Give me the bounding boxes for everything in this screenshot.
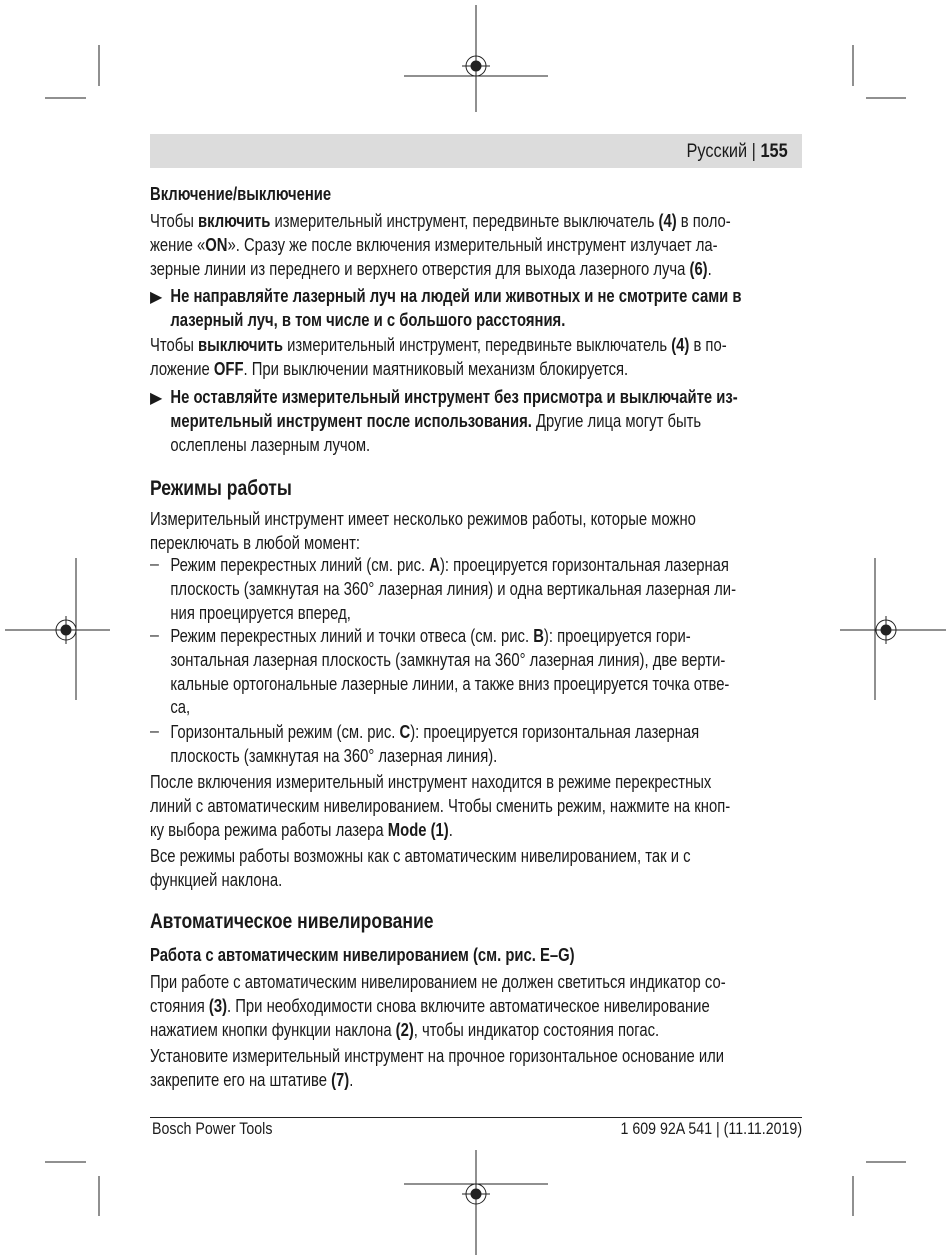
paragraph	[150, 508, 910, 556]
text: кальные ортогональные лазерные линии, а также вниз проецируется точка отве-	[170, 673, 730, 694]
text-line	[150, 1019, 769, 1043]
text: Режим перекрестных линий (см. рис.	[170, 555, 430, 575]
bold-text: OFF	[213, 358, 244, 379]
text: ложение	[150, 358, 214, 379]
text: плоскость (замкнутая на 360° лазерная линия) и одна вертикальная лазерная ли-	[170, 578, 737, 599]
bold-text: (3)	[208, 995, 228, 1016]
text: закрепите его на штативе	[150, 1069, 332, 1090]
dash-bullet-icon: –	[150, 556, 159, 573]
text: . При выключении маятниковый механизм блокируется.	[243, 358, 629, 379]
text: ния проецируется вперед,	[170, 602, 351, 623]
bold-text: мерительный инструмент после использования.	[170, 410, 532, 431]
header-language: Русский	[686, 141, 748, 162]
text-line	[150, 1069, 769, 1093]
text: функцией наклона.	[150, 869, 283, 890]
text-line	[150, 554, 769, 578]
text-line	[150, 944, 769, 968]
text-line	[150, 475, 769, 501]
text: ): проецируется гори-	[543, 626, 691, 646]
text: ». Сразу же после включения измерительный инструмент излучает ла-	[227, 234, 718, 255]
text: линий с автоматическим нивелированием. Чтобы сменить режим, нажмите на кноп-	[150, 795, 731, 816]
bold-text: C	[399, 722, 411, 742]
text-line	[150, 721, 769, 745]
bold-text: включить	[198, 211, 271, 231]
text: При работе с автоматическим нивелированием не должен светиться индикатор со-	[150, 972, 726, 992]
text-line	[150, 210, 769, 234]
text: Горизонтальный режим (см. рис.	[170, 722, 400, 742]
text-line	[150, 309, 769, 333]
subsection-heading	[150, 944, 910, 968]
bold-text: Не направляйте лазерный луч на людей или животных и не смотрите сами в	[170, 286, 742, 306]
paragraph	[150, 1045, 910, 1093]
text-line	[150, 625, 769, 649]
text: .	[707, 258, 712, 279]
bold-text: лазерный луч, в том числе и с большого расстояния.	[170, 309, 566, 330]
paragraph	[150, 845, 910, 893]
text-line	[150, 434, 769, 458]
text-line	[150, 819, 769, 843]
footer-separator: |	[715, 1120, 720, 1138]
text: стояния	[150, 995, 209, 1016]
page-number: 155	[760, 141, 788, 162]
text: ): проецируется горизонтальная лазерная	[410, 722, 700, 742]
text-line	[150, 795, 769, 819]
text: .	[448, 819, 453, 840]
text: , чтобы индикатор состояния погас.	[413, 1019, 660, 1040]
bold-text: Включение/выключение	[150, 184, 332, 204]
text-line	[150, 334, 769, 358]
section-heading	[150, 475, 910, 501]
text-line	[150, 410, 769, 434]
text-line	[150, 649, 769, 673]
text-line	[150, 386, 769, 410]
paragraph	[150, 334, 910, 382]
text: .	[349, 1069, 354, 1090]
text: Режим перекрестных линий и точки отвеса (см. рис.	[170, 626, 534, 646]
bold-text: Mode (1)	[387, 819, 449, 840]
text-line	[150, 258, 769, 282]
text: плоскость (замкнутая на 360° лазерная линия).	[170, 745, 498, 766]
bold-text: Не оставляйте измерительный инструмент без присмотра и выключайте из-	[170, 387, 738, 407]
bold-text: Автоматическое нивелирование	[150, 909, 434, 933]
text: зонтальная лазерная плоскость (замкнутая на 360° лазерная линия), две верти-	[170, 649, 726, 670]
list-item	[150, 386, 910, 457]
list-item	[150, 554, 910, 625]
text-line	[150, 183, 769, 207]
text-line	[150, 745, 769, 769]
list-item	[150, 285, 910, 333]
text: жение «	[150, 234, 206, 255]
bold-text: (6)	[689, 258, 708, 279]
text-line	[150, 869, 769, 893]
text: Другие лица могут быть	[531, 410, 702, 431]
paragraph	[150, 971, 910, 1042]
bold-text: выключить	[198, 335, 283, 355]
bold-text: (2)	[395, 1019, 414, 1040]
text: ку выбора режима работы лазера	[150, 819, 388, 840]
text-line	[150, 771, 769, 795]
footer-doc-number: 1 609 92A 541	[620, 1120, 713, 1138]
text-line	[150, 995, 769, 1019]
warning-triangle-icon: ▶	[150, 289, 163, 306]
text-line	[150, 358, 769, 382]
text-line	[150, 845, 769, 869]
header-separator: |	[751, 141, 757, 162]
text: ): проецируется горизонтальная лазерная	[439, 555, 729, 575]
text: измерительный инструмент, передвиньте выключатель	[282, 335, 672, 355]
text: Все режимы работы возможны как с автоматическим нивелированием, так и с	[150, 846, 691, 866]
bold-text: ON	[205, 234, 228, 255]
text: зерные линии из переднего и верхнего отверстия для выхода лазерного луча	[150, 258, 690, 279]
text: . При необходимости снова включите автоматическое нивелирование	[227, 995, 710, 1016]
bold-text: (4)	[671, 335, 690, 355]
text: После включения измерительный инструмент находится в режиме перекрестных	[150, 772, 712, 792]
text: нажатием кнопки функции наклона	[150, 1019, 396, 1040]
list-item	[150, 625, 910, 720]
bold-text: B	[533, 626, 544, 646]
text-line	[150, 578, 769, 602]
text: измерительный инструмент, передвиньте выключатель	[270, 211, 659, 231]
text-line	[150, 508, 769, 532]
text: Установите измерительный инструмент на прочное горизонтальное основание или	[150, 1046, 725, 1066]
text: ослеплены лазерным лучом.	[170, 434, 371, 455]
bold-text: A	[429, 555, 440, 575]
text-line	[150, 285, 769, 309]
section-heading	[150, 908, 910, 934]
text-line	[150, 1045, 769, 1069]
bold-text: Работа с автоматическим нивелированием (см. рис. E–G)	[150, 945, 575, 965]
text-line	[150, 602, 769, 626]
dash-bullet-icon: –	[150, 723, 159, 740]
text: Чтобы	[150, 211, 199, 231]
text-line	[150, 696, 769, 720]
bold-text: Режимы работы	[150, 476, 292, 500]
text-line	[150, 971, 769, 995]
footer-rule	[150, 1117, 802, 1118]
bold-text: (4)	[658, 211, 677, 231]
text: в поло-	[676, 211, 731, 231]
list-item	[150, 721, 910, 769]
text: са,	[170, 697, 191, 718]
warning-triangle-icon: ▶	[150, 390, 163, 407]
text-line	[150, 673, 769, 697]
footer-brand: Bosch Power Tools	[152, 1120, 273, 1138]
subsection-heading	[150, 183, 910, 207]
text-line	[150, 532, 769, 556]
paragraph	[150, 771, 910, 842]
text-line	[150, 908, 769, 934]
footer-date: (11.11.2019)	[723, 1120, 802, 1138]
text: Чтобы	[150, 335, 199, 355]
text: переключать в любой момент:	[150, 532, 360, 553]
text: Измерительный инструмент имеет несколько режимов работы, которые можно	[150, 509, 696, 529]
dash-bullet-icon: –	[150, 627, 159, 644]
paragraph	[150, 210, 910, 281]
text: в по-	[689, 335, 727, 355]
text-line	[150, 234, 769, 258]
running-header	[687, 141, 788, 163]
bold-text: (7)	[331, 1069, 350, 1090]
footer-doc-info	[620, 1120, 802, 1139]
